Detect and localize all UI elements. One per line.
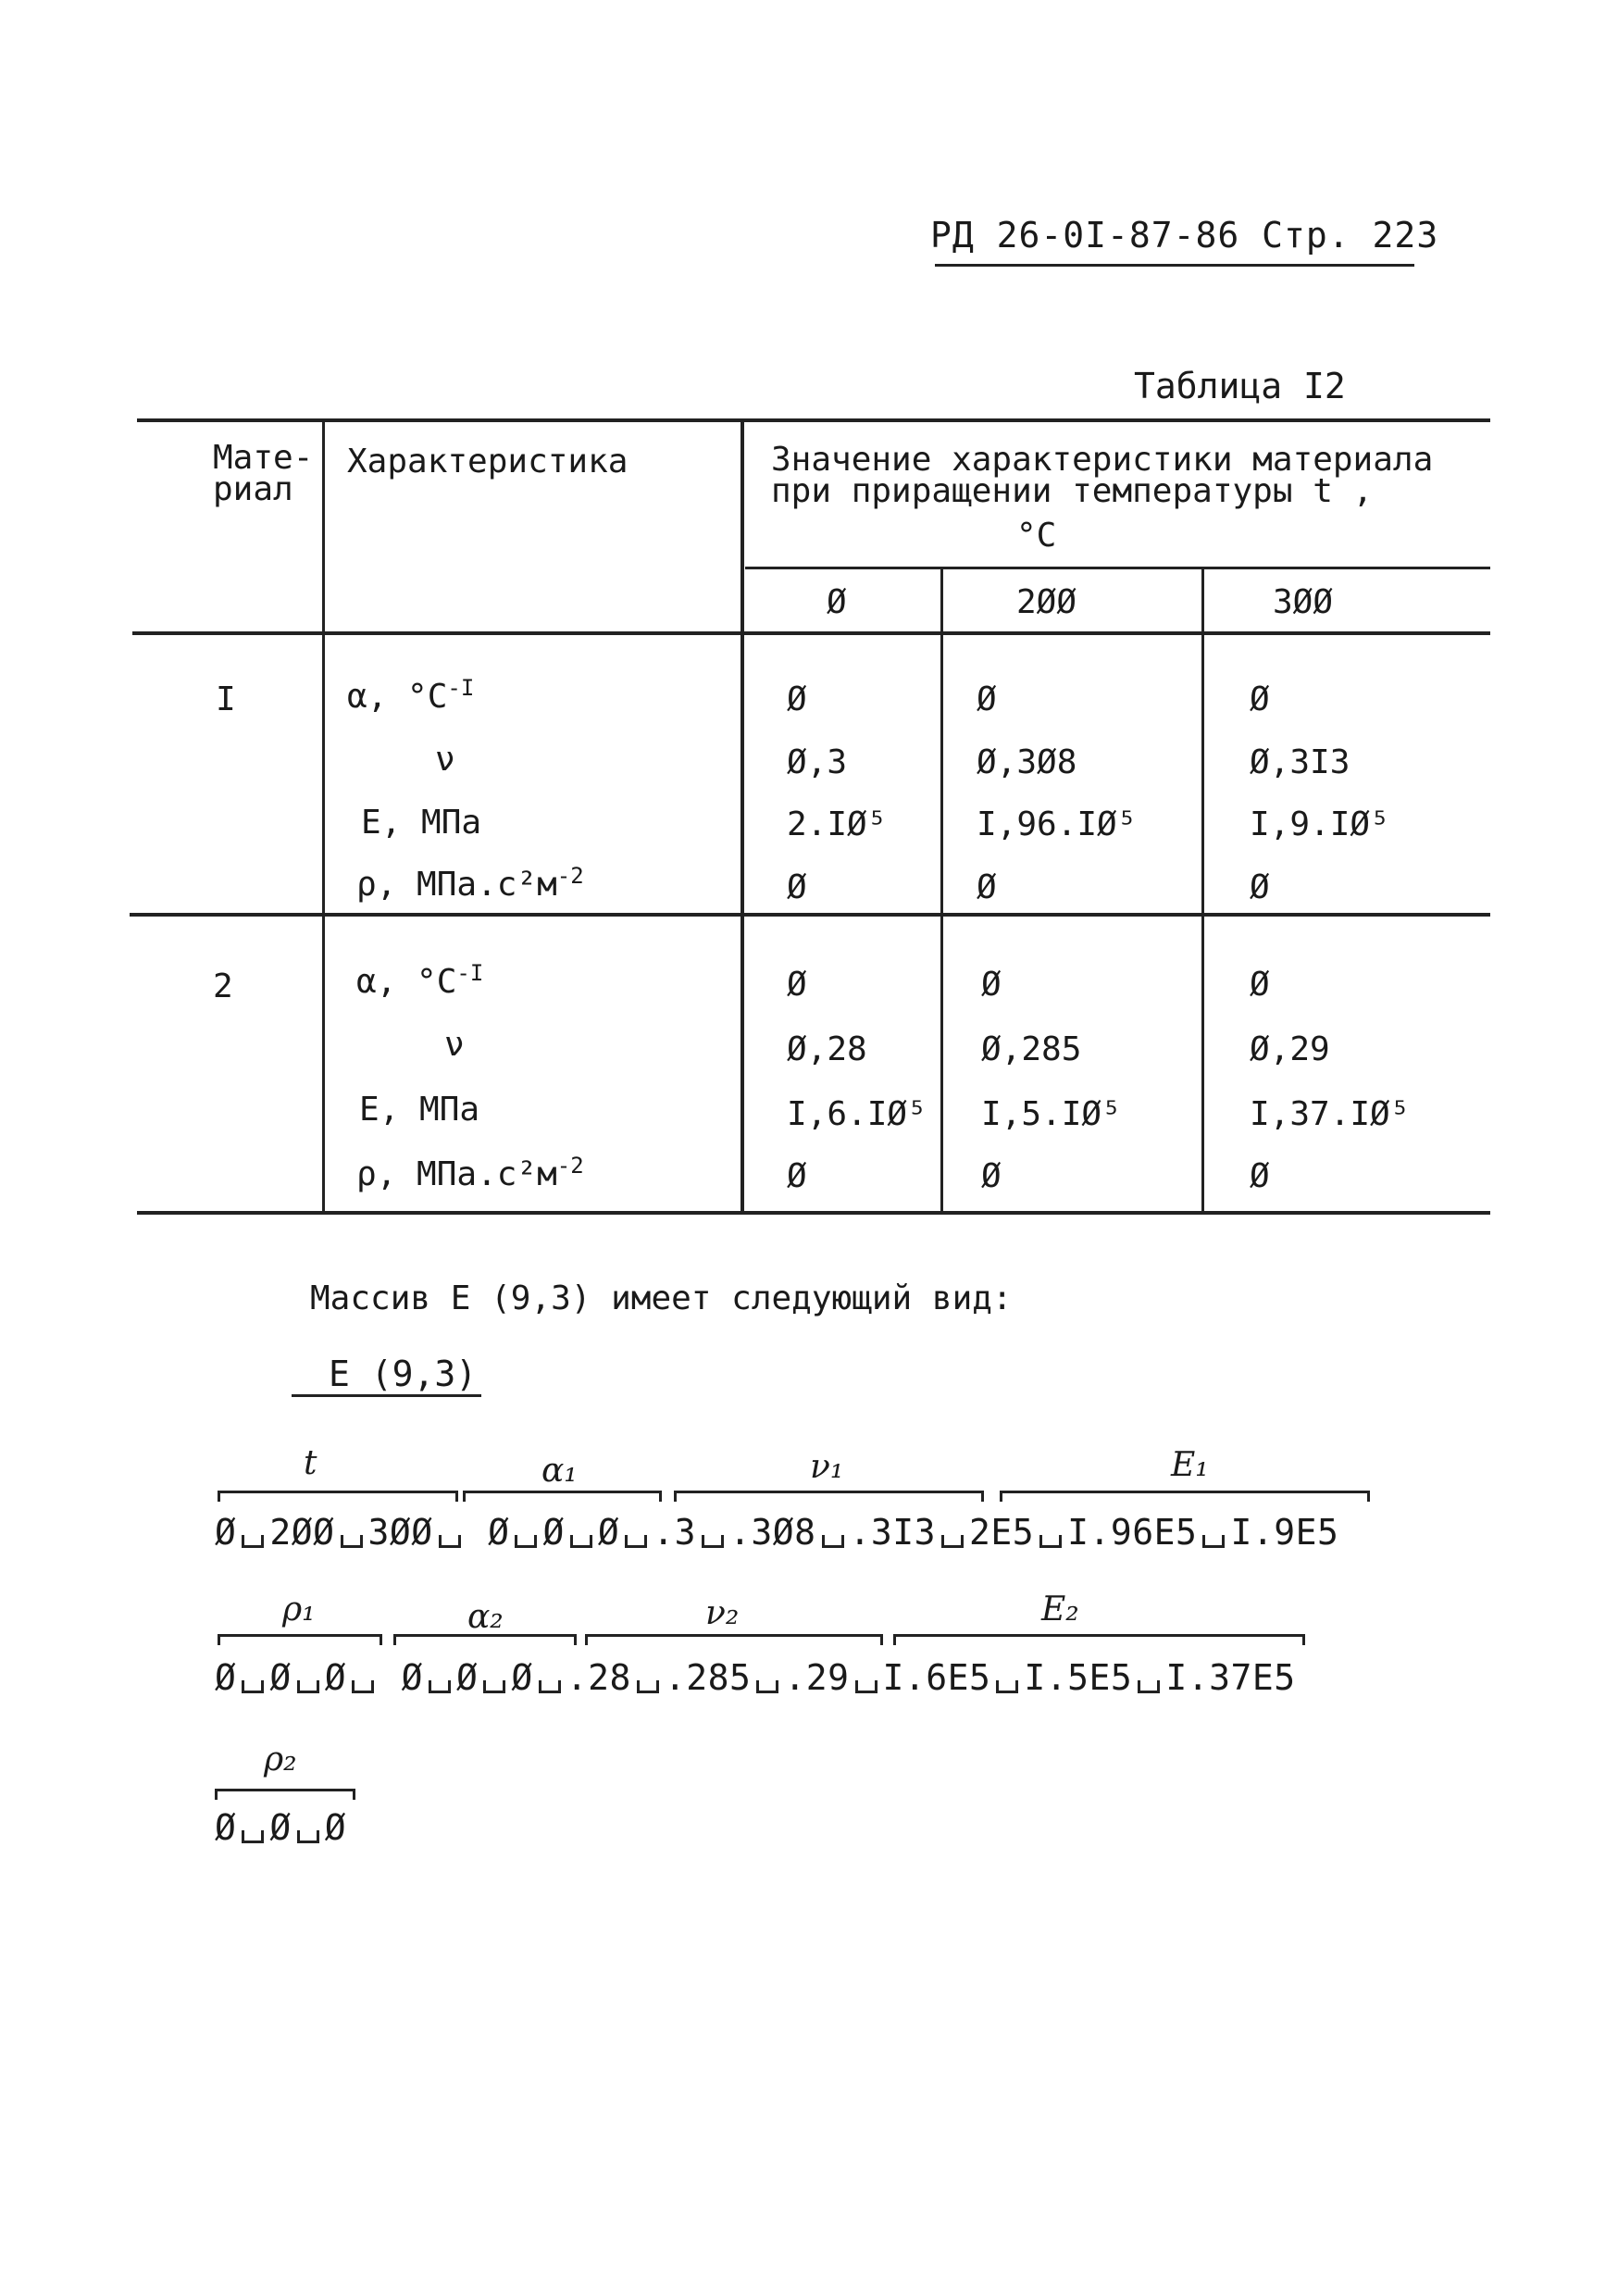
array-value: I.5E5 bbox=[1024, 1657, 1133, 1698]
array-value: 2ØØ bbox=[269, 1512, 335, 1553]
array-value: .3I3 bbox=[849, 1512, 937, 1553]
table-top-rule bbox=[137, 418, 1490, 422]
array-value: Ø bbox=[324, 1657, 347, 1698]
value-cell: Ø bbox=[787, 868, 807, 906]
value-cell: Ø bbox=[1250, 868, 1270, 906]
param-e: E, МПа bbox=[361, 804, 482, 842]
param-unit-sup: -I bbox=[456, 960, 484, 986]
space-marker bbox=[1202, 1535, 1225, 1548]
param-alpha: α, $^\circ C^{-I}$ bbox=[356, 960, 484, 1001]
brace-nu1 bbox=[674, 1491, 984, 1502]
param-unit-sup: -2 bbox=[556, 1153, 584, 1179]
table-col-divider-3 bbox=[940, 568, 943, 1211]
brace-alpha2 bbox=[393, 1634, 577, 1645]
brace-label-t: t bbox=[304, 1444, 317, 1482]
value-cell: Ø bbox=[1250, 1157, 1270, 1195]
array-value: Ø bbox=[511, 1657, 533, 1698]
space-marker bbox=[297, 1830, 319, 1843]
brace-label-alpha2: α₂ bbox=[467, 1598, 504, 1636]
array-value: .3Ø8 bbox=[729, 1512, 816, 1553]
brace-nu2 bbox=[585, 1634, 883, 1645]
value-cell: Ø,285 bbox=[981, 1030, 1082, 1068]
value-cell: Ø,28 bbox=[787, 1030, 867, 1068]
header-material: Мате- риал bbox=[213, 439, 314, 508]
value-cell: I,9.IØ⁵ bbox=[1250, 805, 1390, 843]
value-cell: 2.IØ⁵ bbox=[787, 805, 888, 843]
value-cell: Ø bbox=[787, 680, 807, 718]
array-caption: Массив E (9,3) имеет следующий вид: bbox=[310, 1279, 1013, 1317]
brace-label-nu2: ν₂ bbox=[705, 1594, 740, 1632]
param-symbol: ν bbox=[435, 741, 455, 779]
array-value: I.9E5 bbox=[1230, 1512, 1339, 1553]
array-value: Ø bbox=[597, 1512, 620, 1553]
table-header-rule bbox=[132, 631, 1490, 635]
value-cell: Ø bbox=[981, 1157, 1002, 1195]
param-unit: МПа bbox=[419, 1091, 480, 1129]
brace-t bbox=[218, 1491, 458, 1502]
header-temp-0: Ø bbox=[827, 583, 847, 621]
param-rho: ρ, $МПа.с^2м^{-2}$ bbox=[356, 863, 584, 904]
header-value-unit: °C bbox=[1016, 517, 1057, 555]
table-col-divider-4 bbox=[1201, 568, 1204, 1211]
space-marker bbox=[996, 1680, 1018, 1693]
value-cell: I,96.IØ⁵ bbox=[977, 805, 1138, 843]
space-marker bbox=[570, 1535, 592, 1548]
param-unit-sup: -2 bbox=[556, 863, 584, 889]
brace-label-nu1: ν₁ bbox=[810, 1448, 844, 1486]
value-cell: I,5.IØ⁵ bbox=[981, 1095, 1122, 1133]
array-value: Ø bbox=[324, 1807, 347, 1848]
space-marker bbox=[1138, 1680, 1160, 1693]
param-nu bbox=[435, 741, 455, 779]
header-temp-2: 3ØØ bbox=[1273, 583, 1334, 621]
value-cell: Ø bbox=[1250, 966, 1270, 1004]
space-marker bbox=[242, 1830, 264, 1843]
array-sequence bbox=[215, 1512, 1338, 1553]
table-group-rule bbox=[745, 567, 1490, 569]
array-sequence bbox=[215, 1807, 346, 1848]
space-marker bbox=[429, 1680, 451, 1693]
value-cell: Ø bbox=[787, 1157, 807, 1195]
table-bottom-rule bbox=[137, 1211, 1490, 1215]
param-nu bbox=[444, 1026, 465, 1064]
material-label: 2 bbox=[213, 967, 233, 1005]
value-cell: Ø bbox=[977, 680, 997, 718]
array-value: .285 bbox=[664, 1657, 752, 1698]
param-unit-sup: -I bbox=[447, 675, 475, 701]
value-cell: Ø,3I3 bbox=[1250, 743, 1350, 781]
array-sequence bbox=[215, 1657, 1296, 1698]
brace-alpha1 bbox=[463, 1491, 662, 1502]
space-marker bbox=[439, 1535, 461, 1548]
array-value: Ø bbox=[269, 1807, 292, 1848]
array-value: Ø bbox=[401, 1657, 423, 1698]
param-e: E, МПа bbox=[359, 1091, 480, 1129]
space-marker bbox=[1039, 1535, 1062, 1548]
param-symbol: E bbox=[359, 1091, 380, 1129]
brace-e2 bbox=[893, 1634, 1305, 1645]
array-value: I.6E5 bbox=[882, 1657, 991, 1698]
param-unit: °C bbox=[407, 678, 448, 716]
param-symbol: ρ bbox=[356, 866, 377, 904]
value-cell: Ø bbox=[981, 966, 1002, 1004]
value-cell: Ø,29 bbox=[1250, 1030, 1330, 1068]
brace-label-rho1: ρ₁ bbox=[282, 1591, 316, 1628]
param-unit: МПа.с²м bbox=[417, 1155, 557, 1193]
array-value: Ø bbox=[269, 1657, 292, 1698]
header-temp-1: 2ØØ bbox=[1016, 583, 1077, 621]
array-value: Ø bbox=[455, 1657, 479, 1698]
value-cell: Ø bbox=[787, 966, 807, 1004]
table-col-divider-1 bbox=[322, 418, 325, 1211]
space-marker bbox=[855, 1680, 877, 1693]
param-symbol: E bbox=[361, 804, 381, 842]
value-cell: I,37.IØ⁵ bbox=[1250, 1095, 1411, 1133]
brace-e1 bbox=[1000, 1491, 1370, 1502]
param-rho: ρ, $МПа.с^2м^{-2}$ bbox=[356, 1153, 584, 1193]
param-alpha: α, $^\circ C^{-I}$ bbox=[347, 675, 475, 716]
page-header: РД 26-0I-87-86 Стр. 223 bbox=[930, 215, 1439, 256]
brace-label-e2: E₂ bbox=[1041, 1591, 1079, 1628]
space-marker bbox=[341, 1535, 363, 1548]
array-value: .3 bbox=[653, 1512, 696, 1553]
array-value: Ø bbox=[215, 1512, 237, 1553]
space-marker bbox=[702, 1535, 724, 1548]
space-marker bbox=[242, 1535, 264, 1548]
space-marker bbox=[822, 1535, 844, 1548]
table-col-divider-2 bbox=[741, 418, 744, 1211]
array-value: I.96E5 bbox=[1067, 1512, 1198, 1553]
value-cell: Ø bbox=[1250, 680, 1270, 718]
value-cell: Ø,3Ø8 bbox=[977, 743, 1077, 781]
brace-rho2 bbox=[215, 1789, 355, 1800]
brace-label-rho2: ρ₂ bbox=[264, 1741, 297, 1778]
value-cell: Ø,3 bbox=[787, 743, 848, 781]
header-value-group: Значение характеристики материала при приращении температуры t , bbox=[771, 441, 1434, 510]
space-marker bbox=[242, 1680, 264, 1693]
brace-label-alpha1: α₁ bbox=[541, 1452, 578, 1490]
param-unit: МПа.с²м bbox=[417, 866, 557, 904]
value-cell: Ø bbox=[977, 868, 997, 906]
space-marker bbox=[756, 1680, 778, 1693]
param-symbol: ν bbox=[444, 1026, 465, 1064]
param-symbol: ρ bbox=[356, 1155, 377, 1193]
table-section-rule bbox=[130, 913, 1490, 917]
array-title-underline bbox=[292, 1394, 481, 1397]
space-marker bbox=[941, 1535, 964, 1548]
brace-label-e1: E₁ bbox=[1171, 1446, 1209, 1484]
param-unit: МПа bbox=[421, 804, 482, 842]
space-marker bbox=[625, 1535, 647, 1548]
space-marker bbox=[297, 1680, 319, 1693]
material-label: I bbox=[216, 680, 236, 718]
value-cell: I,6.IØ⁵ bbox=[787, 1095, 927, 1133]
array-value: Ø bbox=[215, 1807, 237, 1848]
array-value: Ø bbox=[488, 1512, 510, 1553]
array-value: I.37E5 bbox=[1165, 1657, 1296, 1698]
space-marker bbox=[352, 1680, 374, 1693]
array-value: .29 bbox=[784, 1657, 850, 1698]
param-unit: °C bbox=[417, 963, 457, 1001]
array-value: Ø bbox=[542, 1512, 565, 1553]
space-marker bbox=[483, 1680, 505, 1693]
array-value: 3ØØ bbox=[367, 1512, 433, 1553]
brace-rho1 bbox=[218, 1634, 382, 1645]
table-caption: Таблица I2 bbox=[1134, 366, 1346, 406]
space-marker bbox=[539, 1680, 561, 1693]
page-header-underline bbox=[935, 264, 1414, 267]
array-title: E (9,3) bbox=[329, 1354, 478, 1394]
header-characteristic: Характеристика bbox=[347, 443, 629, 480]
space-marker bbox=[637, 1680, 659, 1693]
array-value: 2E5 bbox=[969, 1512, 1035, 1553]
space-marker bbox=[515, 1535, 537, 1548]
array-value: .28 bbox=[566, 1657, 631, 1698]
param-symbol: α bbox=[356, 963, 377, 1001]
array-value: Ø bbox=[215, 1657, 237, 1698]
param-symbol: α bbox=[347, 678, 367, 716]
